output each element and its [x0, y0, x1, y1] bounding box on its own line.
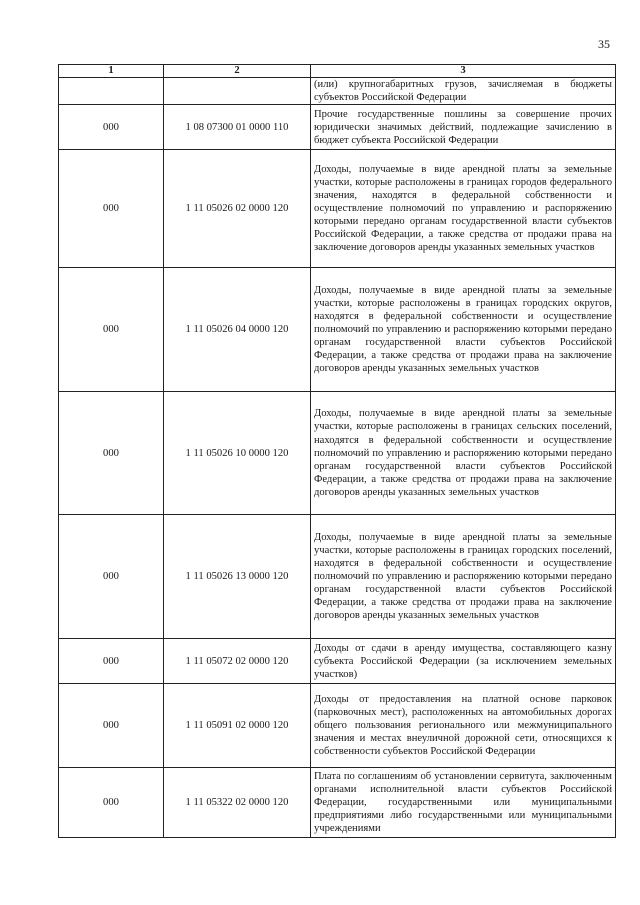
table-row [59, 78, 616, 105]
description-cell: (или) крупногабаритных грузов, зачисляемая в бюджеты субъектов Российской Федерации [311, 78, 616, 105]
admin-code-cell: 000 [59, 392, 164, 515]
description-cell: Плата по соглашениям об установлении сервитута, заключенным органами исполнительной власти субъектов Российской Федерации, государственными или муниципальными предприятиями либо государственными или муниципальными учреждениями [311, 768, 616, 838]
admin-code-cell: 000 [59, 684, 164, 768]
budget-code-cell: 1 11 05322 02 0000 120 [164, 768, 311, 838]
admin-code-cell: 000 [59, 768, 164, 838]
description-cell: Доходы, получаемые в виде арендной платы за земельные участки, которые расположены в границах сельских поселений, находятся в федеральной собственности и осуществление полномочий по управлению и распоряжению которыми передано органам государственной власти субъектов Российской Федерации, а также средства от продажи права на заключение договоров аренды указанных земельных участков [311, 392, 616, 515]
description-cell: Прочие государственные пошлины за совершение прочих юридически значимых действий, подлежащие зачислению в бюджет субъекта Российской Федерации [311, 105, 616, 150]
table-row [59, 105, 616, 150]
description-cell: Доходы, получаемые в виде арендной платы за земельные участки, которые расположены в границах городских поселений, находятся в федеральной собственности и осуществление полномочий по управлению и распоряжению которыми передано органам государственной власти субъектов Российской Федерации, а также средства от продажи права на заключение договоров аренды указанных земельных участков [311, 515, 616, 639]
table-row [59, 768, 616, 838]
table-row [59, 515, 616, 639]
admin-code-cell: 000 [59, 639, 164, 684]
admin-code-cell [59, 78, 164, 105]
budget-code-cell [164, 78, 311, 105]
description-cell: Доходы от предоставления на платной основе парковок (парковочных мест), расположенных на автомобильных дорогах общего пользования регионального или межмуниципального значения и местах внеуличной дорожной сети, относящихся к собственности субъектов Российской Федерации [311, 684, 616, 768]
description-cell: Доходы от сдачи в аренду имущества, составляющего казну субъекта Российской Федерации (за исключением земельных участков) [311, 639, 616, 684]
page-number: 35 [598, 37, 610, 51]
table-row [59, 639, 616, 684]
table-row [59, 392, 616, 515]
budget-code-cell: 1 11 05026 02 0000 120 [164, 150, 311, 268]
admin-code-cell: 000 [59, 105, 164, 150]
budget-code-cell: 1 08 07300 01 0000 110 [164, 105, 311, 150]
description-cell: Доходы, получаемые в виде арендной платы за земельные участки, которые расположены в границах городов федерального значения, находятся в федеральной собственности и осуществление полномочий по управлению и распоряжению которыми передано органам государственной власти субъектов Российской Федерации, а также средства от продажи права на заключение договоров аренды указанных земельных участков [311, 150, 616, 268]
description-cell: Доходы, получаемые в виде арендной платы за земельные участки, которые расположены в границах городских округов, находятся в федеральной собственности и осуществление полномочий по управлению и распоряжению которыми передано органам государственной власти субъектов Российской Федерации, а также средства от продажи права на заключение договоров аренды указанных земельных участков [311, 268, 616, 392]
column-header-2: 2 [164, 65, 311, 78]
budget-code-cell: 1 11 05072 02 0000 120 [164, 639, 311, 684]
admin-code-cell: 000 [59, 150, 164, 268]
budget-code-cell: 1 11 05026 13 0000 120 [164, 515, 311, 639]
budget-code-cell: 1 11 05091 02 0000 120 [164, 684, 311, 768]
budget-code-cell: 1 11 05026 04 0000 120 [164, 268, 311, 392]
table-row [59, 684, 616, 768]
admin-code-cell: 000 [59, 515, 164, 639]
table-row [59, 150, 616, 268]
table-row [59, 268, 616, 392]
column-header-1: 1 [59, 65, 164, 78]
admin-code-cell: 000 [59, 268, 164, 392]
revenue-codes-table [58, 64, 616, 838]
table-header-row [59, 65, 616, 78]
budget-code-cell: 1 11 05026 10 0000 120 [164, 392, 311, 515]
column-header-3: 3 [311, 65, 616, 78]
